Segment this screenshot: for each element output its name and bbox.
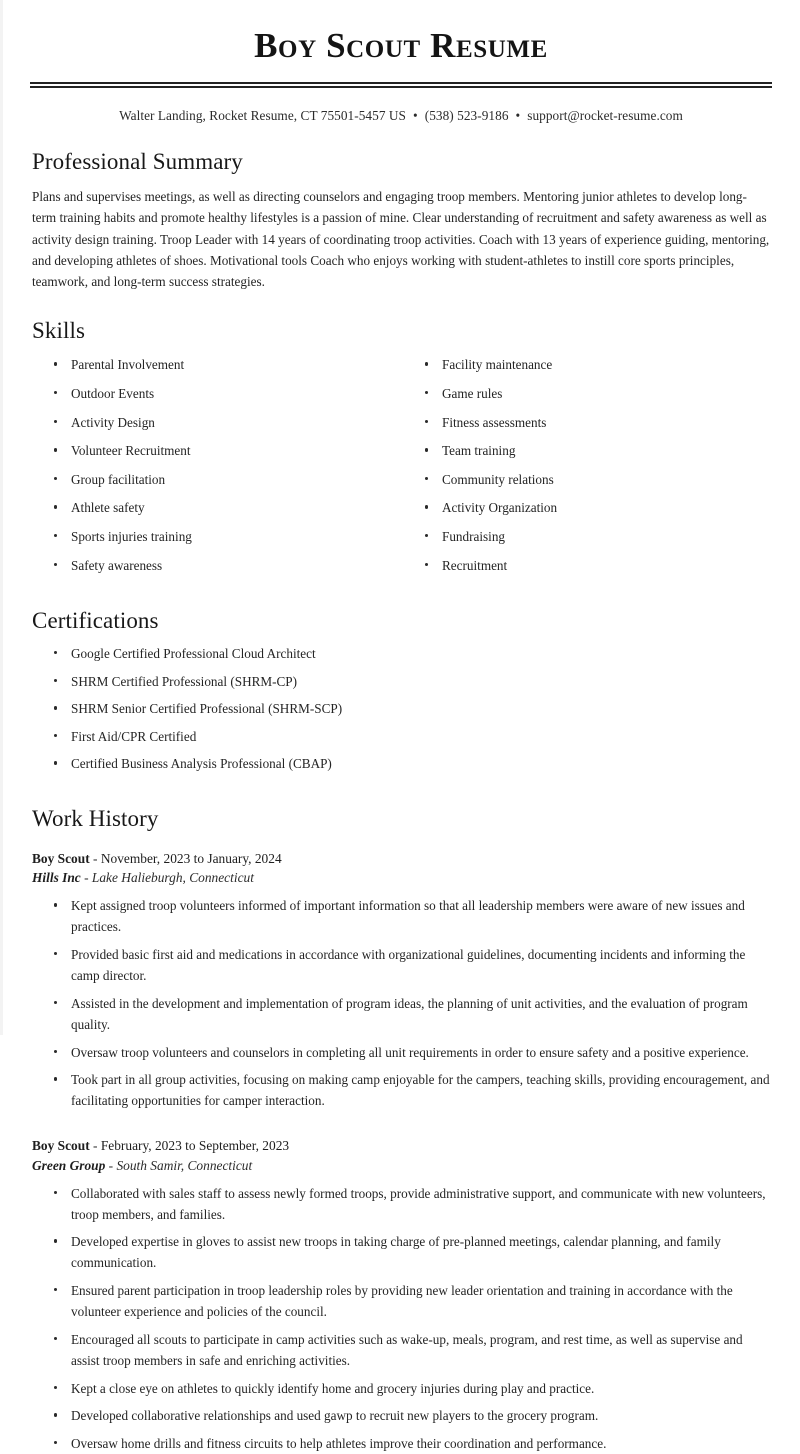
job-dash: - <box>89 1137 101 1153</box>
skills-list-left <box>30 354 401 576</box>
job-dash: - <box>105 1157 117 1173</box>
list-item: Facility maintenance <box>423 354 772 375</box>
work-history-entry-2 <box>30 1118 772 1454</box>
job-company: Green Group <box>32 1157 106 1173</box>
section-heading-certifications: Certifications <box>32 608 159 634</box>
job-bullets-2 <box>30 1178 772 1454</box>
list-item: First Aid/CPR Certified <box>52 726 772 747</box>
list-item: Oversaw home drills and fitness circuits to help athletes improve their coordination and performance. <box>52 1433 772 1454</box>
list-item: Kept assigned troop volunteers informed of important information so that all leadership members were aware of new issues and practices. <box>52 895 772 937</box>
job-location: South Samir, Connecticut <box>116 1157 253 1173</box>
list-item: Team training <box>423 440 772 461</box>
section-certifications <box>30 583 772 774</box>
job-title-line-2 <box>30 1136 772 1156</box>
contact-separator-1: • <box>413 108 418 124</box>
list-item: Athlete safety <box>52 497 401 518</box>
section-heading-skills: Skills <box>32 317 86 343</box>
skills-column-left <box>30 352 401 583</box>
job-title: Boy Scout <box>32 850 90 866</box>
list-item: Collaborated with sales staff to assess newly formed troops, provide administrative support, and communicate with new volunteers, troop members, and families. <box>52 1183 772 1225</box>
list-item: Recruitment <box>423 555 772 576</box>
job-company: Hills Inc <box>32 870 81 886</box>
skills-list-right <box>401 354 772 576</box>
list-item: Activity Organization <box>423 497 772 518</box>
page-left-margin-edge <box>0 0 3 1035</box>
list-item: Developed collaborative relationships and used gawp to recruit new players to the grocery program. <box>52 1405 772 1426</box>
section-skills <box>30 293 772 584</box>
job-bullets-1 <box>30 890 772 1111</box>
section-professional-summary <box>30 124 772 292</box>
job-company-line-1 <box>30 868 772 888</box>
list-item: Assisted in the development and implementation of program ideas, the planning of unit activities, and the evaluation of program quality. <box>52 993 772 1035</box>
contact-separator-2: • <box>515 108 521 124</box>
list-item: Outdoor Events <box>52 383 401 404</box>
job-dates: February, 2023 to September, 2023 <box>100 1137 290 1153</box>
list-item: Ensured parent participation in troop leadership roles by providing new leader orientation and training in accordance with the volunteer experience and policies of the council. <box>52 1280 772 1322</box>
list-item: Game rules <box>423 383 772 404</box>
list-item: Developed expertise in gloves to assist new troops in taking charge of pre-planned meetings, calendar planning, and family communication. <box>52 1231 772 1273</box>
job-dash: - <box>80 870 92 886</box>
list-item: Fitness assessments <box>423 412 772 433</box>
list-item: Google Certified Professional Cloud Architect <box>52 643 772 664</box>
list-item: Safety awareness <box>52 555 401 576</box>
section-work-history <box>30 781 772 1454</box>
section-heading-work-history: Work History <box>32 806 159 832</box>
skills-column-right <box>401 352 772 583</box>
list-item: Provided basic first aid and medications in accordance with organizational guidelines, documenting incidents and informing the camp director. <box>52 944 772 986</box>
job-company-line-2 <box>30 1156 772 1176</box>
list-item: Activity Design <box>52 412 401 433</box>
list-item: Fundraising <box>423 526 772 547</box>
job-dates: November, 2023 to January, 2024 <box>100 850 282 866</box>
contact-address: Walter Landing, Rocket Resume, CT 75501-5457 US <box>119 108 406 124</box>
contact-line <box>30 88 772 124</box>
list-item: Volunteer Recruitment <box>52 440 401 461</box>
job-title-line-1 <box>30 849 772 869</box>
list-item: Kept a close eye on athletes to quickly identify home and grocery injuries during play and practice. <box>52 1378 772 1399</box>
job-title: Boy Scout <box>32 1137 90 1153</box>
skills-columns <box>30 350 772 583</box>
job-location: Lake Halieburgh, Connecticut <box>91 870 254 886</box>
list-item: Community relations <box>423 469 772 490</box>
list-item: Parental Involvement <box>52 354 401 375</box>
list-item: Encouraged all scouts to participate in camp activities such as wake-up, meals, program, and rest time, as well as supervise and assist troop members in safe and enriching activities. <box>52 1329 772 1371</box>
list-item: Certified Business Analysis Professional (CBAP) <box>52 753 772 774</box>
job-dash: - <box>89 850 101 866</box>
certifications-list <box>30 643 772 775</box>
contact-phone: (538) 523-9186 <box>424 108 509 124</box>
list-item: SHRM Certified Professional (SHRM-CP) <box>52 671 772 692</box>
work-history-entry-1 <box>30 839 772 1112</box>
list-item: SHRM Senior Certified Professional (SHRM-SCP) <box>52 698 772 719</box>
contact-email: support@rocket-resume.com <box>527 108 683 124</box>
list-item: Group facilitation <box>52 469 401 490</box>
list-item: Oversaw troop volunteers and counselors in completing all unit requirements in order to ensure safety and a positive experience. <box>52 1042 772 1063</box>
list-item: Sports injuries training <box>52 526 401 547</box>
section-heading-professional-summary: Professional Summary <box>32 149 243 175</box>
list-item: Took part in all group activities, focusing on making camp enjoyable for the campers, teaching skills, providing encouragement, and facilitating opportunities for camper interaction. <box>52 1069 772 1111</box>
professional-summary-text: Plans and supervises meetings, as well as directing counselors and engaging troop members. Mentoring junior athletes to develop long-term training habits and promote healthy lifestyles is a passion of mine. Clear understanding of recruitment and safety awareness as well as activity design training. Troop Leader with 14 years of coordinating troop activities. Coach with 13 years of experience guiding, mentoring, and developing athletes of shoes. Motivational tools Coach who enjoys working with student-athletes to instill core sports principles, teamwork, and long-term success strategies. <box>32 188 770 290</box>
page-title: Boy Scout Resume <box>254 26 548 65</box>
